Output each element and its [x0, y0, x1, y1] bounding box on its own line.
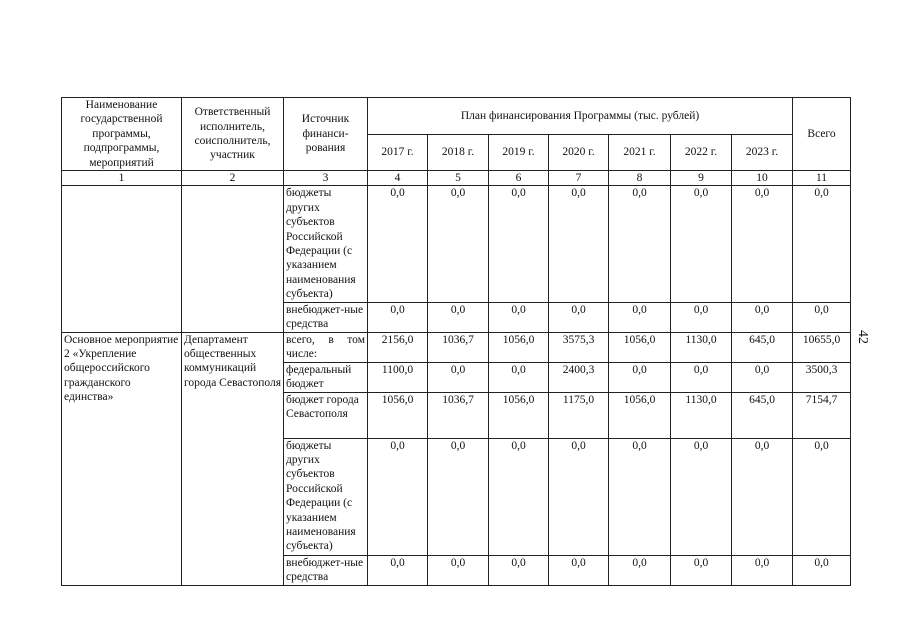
- financing-table: [61, 97, 851, 586]
- value-cell: 0,0: [732, 186, 793, 302]
- total-cell: 0,0: [793, 555, 851, 585]
- value-cell: 1056,0: [489, 332, 549, 362]
- value-cell: 0,0: [609, 186, 671, 302]
- column-number: 9: [671, 171, 732, 186]
- value-cell: 2400,3: [549, 362, 609, 392]
- column-number: 6: [489, 171, 549, 186]
- header-source-cell: Источник финанси-рования: [284, 98, 368, 171]
- measure-responsible-cell: Департамент общественных коммуникаций города Севастополя: [182, 332, 284, 585]
- value-cell: 0,0: [489, 362, 549, 392]
- value-cell: 1175,0: [549, 392, 609, 438]
- value-cell: 0,0: [609, 555, 671, 585]
- value-cell: 0,0: [368, 186, 428, 302]
- column-number: 11: [793, 171, 851, 186]
- value-cell: 0,0: [549, 438, 609, 555]
- value-cell: 1036,7: [428, 392, 489, 438]
- value-cell: 0,0: [549, 555, 609, 585]
- column-number: 8: [609, 171, 671, 186]
- value-cell: 0,0: [489, 438, 549, 555]
- column-number: 3: [284, 171, 368, 186]
- value-cell: 0,0: [549, 302, 609, 332]
- table-row: [62, 186, 851, 302]
- value-cell: 2156,0: [368, 332, 428, 362]
- value-cell: 645,0: [732, 332, 793, 362]
- value-cell: 1100,0: [368, 362, 428, 392]
- column-number: 1: [62, 171, 182, 186]
- source-cell: внебюджет-ные средства: [284, 302, 368, 332]
- column-number: 10: [732, 171, 793, 186]
- value-cell: 0,0: [368, 302, 428, 332]
- source-cell: бюджеты других субъектов Российской Федерации (с указанием наименования субъекта): [284, 186, 368, 302]
- total-cell: 0,0: [793, 438, 851, 555]
- value-cell: 0,0: [671, 302, 732, 332]
- value-cell: 0,0: [609, 438, 671, 555]
- empty-responsible-cell: [182, 186, 284, 332]
- page-number: 42: [855, 330, 870, 344]
- value-cell: 1056,0: [609, 332, 671, 362]
- value-cell: 0,0: [428, 186, 489, 302]
- header-plan-cell: План финансирования Программы (тыс. рублей): [368, 98, 793, 135]
- table-row: [62, 332, 851, 362]
- measure-name-cell: Основное мероприятие 2 «Укрепление общероссийского гражданского единства»: [62, 332, 182, 585]
- value-cell: 0,0: [671, 438, 732, 555]
- source-cell: внебюджет-ные средства: [284, 555, 368, 585]
- column-number: 2: [182, 171, 284, 186]
- header-total-cell: Всего: [793, 98, 851, 171]
- column-number: 4: [368, 171, 428, 186]
- year-cell: 2023 г.: [732, 134, 793, 171]
- total-cell: 10655,0: [793, 332, 851, 362]
- value-cell: 0,0: [549, 186, 609, 302]
- value-cell: 1056,0: [368, 392, 428, 438]
- value-cell: 0,0: [489, 302, 549, 332]
- value-cell: 0,0: [609, 362, 671, 392]
- value-cell: 0,0: [732, 555, 793, 585]
- total-cell: 3500,3: [793, 362, 851, 392]
- year-cell: 2020 г.: [549, 134, 609, 171]
- value-cell: 1036,7: [428, 332, 489, 362]
- header-name-cell: Наименование государственной программы, подпрограммы, мероприятий: [62, 98, 182, 171]
- value-cell: 3575,3: [549, 332, 609, 362]
- value-cell: 0,0: [428, 362, 489, 392]
- source-cell: федеральный бюджет: [284, 362, 368, 392]
- value-cell: 0,0: [489, 555, 549, 585]
- value-cell: 0,0: [732, 362, 793, 392]
- value-cell: 0,0: [368, 555, 428, 585]
- total-cell: 7154,7: [793, 392, 851, 438]
- value-cell: 0,0: [732, 438, 793, 555]
- header-responsible-cell: Ответственный исполнитель, соисполнитель, участник: [182, 98, 284, 171]
- value-cell: 1056,0: [609, 392, 671, 438]
- header-row: [62, 98, 851, 135]
- value-cell: 1130,0: [671, 392, 732, 438]
- value-cell: 0,0: [428, 438, 489, 555]
- value-cell: 0,0: [428, 302, 489, 332]
- year-cell: 2017 г.: [368, 134, 428, 171]
- value-cell: 645,0: [732, 392, 793, 438]
- year-cell: 2018 г.: [428, 134, 489, 171]
- empty-name-cell: [62, 186, 182, 332]
- source-cell: бюджеты других субъектов Российской Федерации (с указанием наименования субъекта): [284, 438, 368, 555]
- year-cell: 2022 г.: [671, 134, 732, 171]
- value-cell: 0,0: [609, 302, 671, 332]
- value-cell: 0,0: [671, 362, 732, 392]
- value-cell: 0,0: [671, 555, 732, 585]
- source-cell: бюджет города Севастополя: [284, 392, 368, 438]
- column-number: 7: [549, 171, 609, 186]
- total-cell: 0,0: [793, 186, 851, 302]
- value-cell: 1130,0: [671, 332, 732, 362]
- year-cell: 2019 г.: [489, 134, 549, 171]
- source-cell: всего, в том числе:: [284, 332, 368, 362]
- value-cell: 0,0: [732, 302, 793, 332]
- total-cell: 0,0: [793, 302, 851, 332]
- value-cell: 1056,0: [489, 392, 549, 438]
- value-cell: 0,0: [489, 186, 549, 302]
- value-cell: 0,0: [671, 186, 732, 302]
- year-cell: 2021 г.: [609, 134, 671, 171]
- column-number: 5: [428, 171, 489, 186]
- value-cell: 0,0: [428, 555, 489, 585]
- value-cell: 0,0: [368, 438, 428, 555]
- column-numbers-row: [62, 171, 851, 186]
